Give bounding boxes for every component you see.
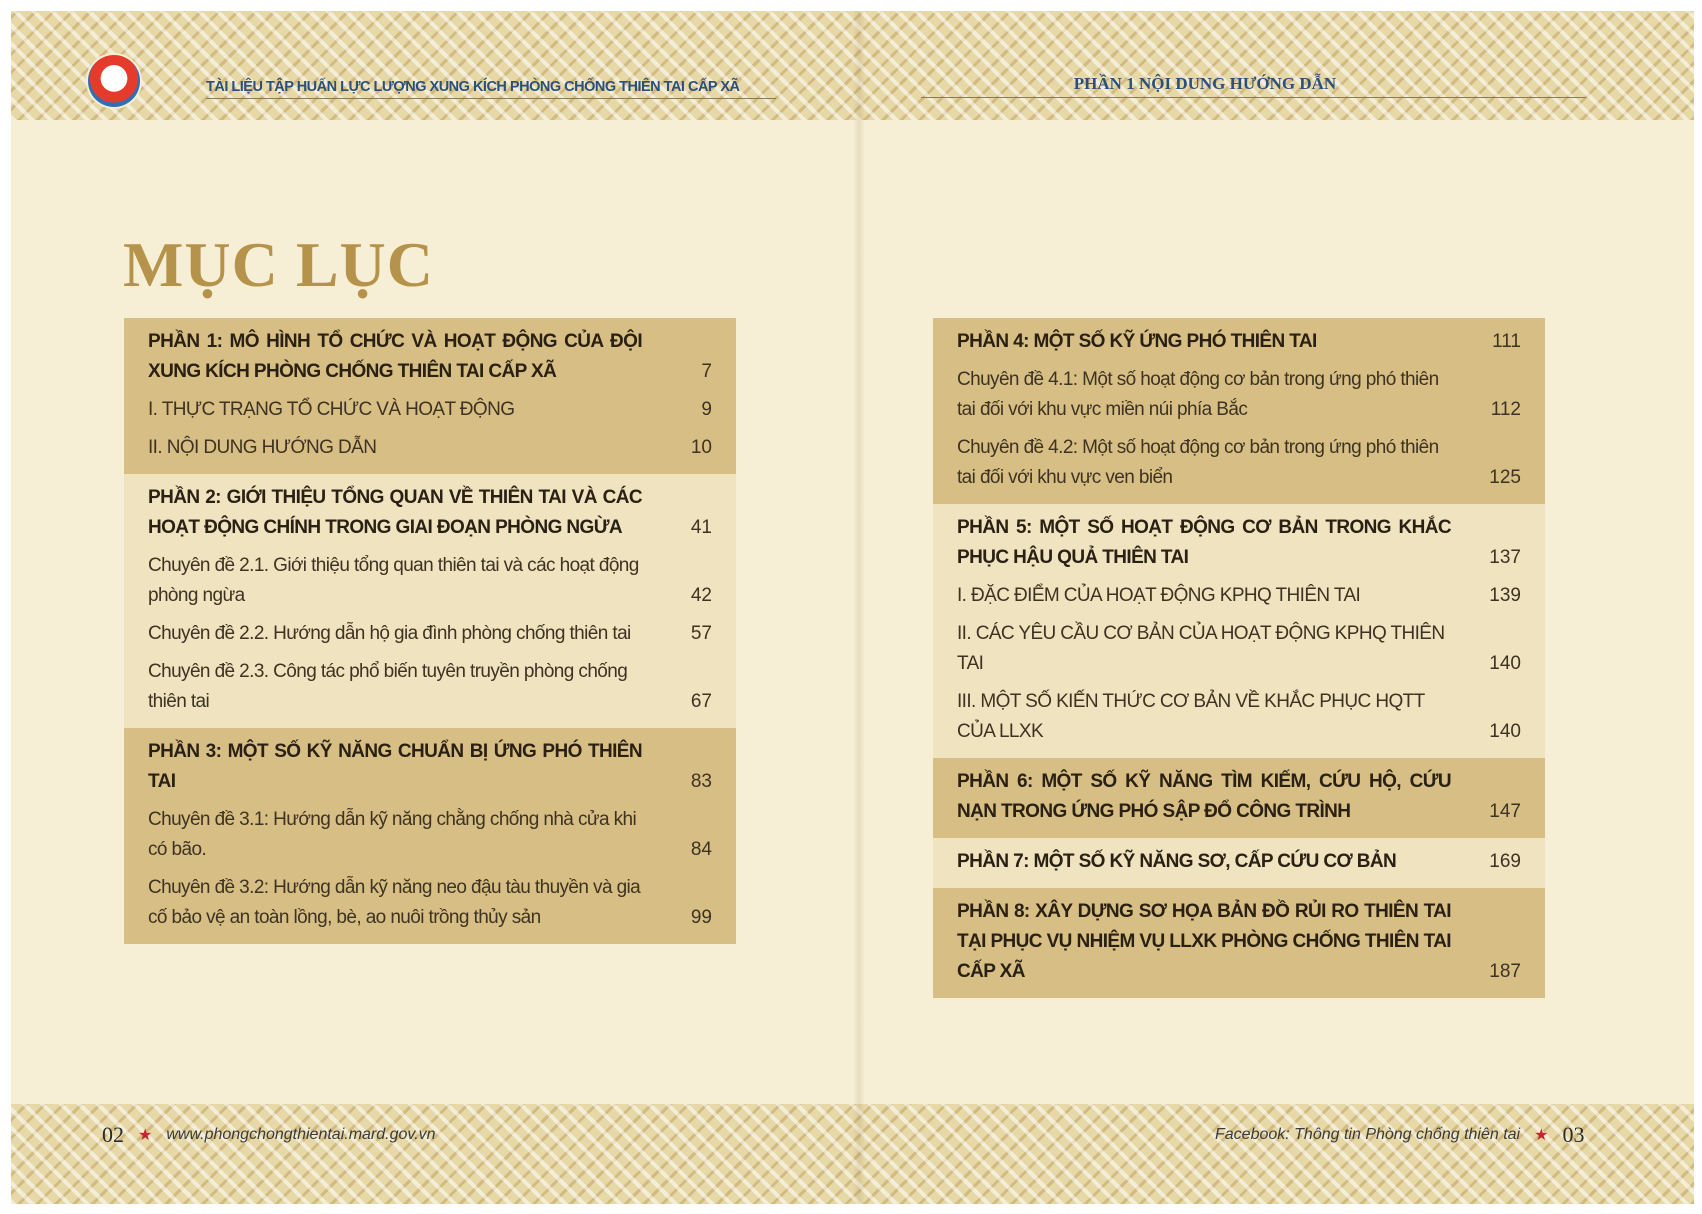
toc-entry-title: PHẦN 7: MỘT SỐ KỸ NĂNG SƠ, CẤP CỨU CƠ BẢN — [957, 851, 1397, 872]
toc-entry-page-number: 67 — [690, 691, 712, 712]
toc-part-entry[interactable] — [124, 322, 736, 390]
star-icon: ★ — [138, 1127, 153, 1144]
toc-entry-title: I. THỰC TRẠNG TỔ CHỨC VÀ HOẠT ĐỘNG — [148, 399, 515, 420]
toc-entry-page-number: 112 — [1490, 399, 1521, 420]
toc-part-entry[interactable] — [933, 322, 1545, 360]
page-gutter — [853, 11, 865, 1204]
toc-entry-page-number: 147 — [1489, 801, 1521, 822]
toc-entry-page-number: 7 — [701, 361, 712, 382]
toc-part-entry[interactable] — [933, 842, 1545, 880]
toc-entry[interactable] — [124, 868, 736, 936]
toc-entry-page-number: 42 — [690, 585, 712, 606]
toc-entry-title: PHẦN 1: MÔ HÌNH TỔ CHỨC VÀ HOẠT ĐỘNG CỦA ĐỘI XUNG KÍCH PHÒNG CHỐNG THIÊN TAI CẤP XÃ — [148, 331, 642, 382]
toc-entry[interactable] — [933, 360, 1545, 428]
toc-entry-title: Chuyên đề 2.3. Công tác phổ biến tuyên truyền phòng chống thiên tai — [148, 661, 628, 712]
ministry-logo-icon — [88, 55, 140, 107]
toc-section — [124, 474, 736, 728]
toc-entry-title: II. NỘI DUNG HƯỚNG DẪN — [148, 437, 377, 458]
toc-entry-title: PHẦN 6: MỘT SỐ KỸ NĂNG TÌM KIẾM, CỨU HỘ, CỨU NẠN TRONG ỨNG PHÓ SẬP ĐỔ CÔNG TRÌNH — [957, 771, 1451, 822]
toc-entry-page-number: 99 — [690, 907, 712, 928]
toc-entry[interactable] — [124, 652, 736, 720]
page-title: MỤC LỤC — [123, 229, 434, 300]
toc-entry-page-number: 111 — [1492, 331, 1521, 352]
page-number-right: 03 — [1562, 1122, 1585, 1147]
toc-entry-title: Chuyên đề 2.2. Hướng dẫn hộ gia đình phòng chống thiên tai — [148, 623, 631, 644]
toc-entry[interactable] — [124, 546, 736, 614]
toc-section — [933, 758, 1545, 838]
website-link[interactable]: www.phongchongthientai.mard.gov.vn — [166, 1126, 436, 1143]
toc-entry-title: Chuyên đề 2.1. Giới thiệu tổng quan thiên tai và các hoạt động phòng ngừa — [148, 555, 639, 606]
toc-entry-page-number: 41 — [690, 517, 712, 538]
page-number-left: 02 — [102, 1122, 124, 1147]
toc-entry-title: PHẦN 3: MỘT SỐ KỸ NĂNG CHUẨN BỊ ỨNG PHÓ THIÊN TAI — [148, 741, 642, 792]
toc-panel-right — [933, 318, 1545, 998]
toc-entry-title: PHẦN 8: XÂY DỰNG SƠ HỌA BẢN ĐỒ RỦI RO THIÊN TAI TẠI PHỤC VỤ NHIỆM VỤ LLXK PHÒNG CHỐNG THIÊN TAI CẤP XÃ — [957, 901, 1451, 982]
toc-panel-left — [124, 318, 736, 944]
toc-entry-page-number: 83 — [690, 771, 712, 792]
toc-part-entry[interactable] — [124, 478, 736, 546]
toc-part-entry[interactable] — [933, 508, 1545, 576]
toc-entry-page-number: 140 — [1489, 721, 1521, 742]
toc-part-entry[interactable] — [933, 762, 1545, 830]
toc-entry-title: PHẦN 5: MỘT SỐ HOẠT ĐỘNG CƠ BẢN TRONG KHẮC PHỤC HẬU QUẢ THIÊN TAI — [957, 517, 1451, 568]
star-icon: ★ — [1534, 1127, 1549, 1144]
toc-part-entry[interactable] — [124, 732, 736, 800]
toc-part-entry[interactable] — [933, 892, 1545, 990]
footer-right — [1215, 1122, 1584, 1148]
toc-entry[interactable] — [124, 428, 736, 466]
toc-entry-title: Chuyên đề 4.1: Một số hoạt động cơ bản trong ứng phó thiên tai đối với khu vực miền núi phía Bắc — [957, 369, 1439, 420]
toc-entry-title: PHẦN 4: MỘT SỐ KỸ ỨNG PHÓ THIÊN TAI — [957, 331, 1317, 352]
toc-entry[interactable] — [933, 682, 1545, 750]
toc-entry-page-number: 10 — [690, 437, 712, 458]
toc-entry-page-number: 139 — [1489, 585, 1521, 606]
toc-entry-title: PHẦN 2: GIỚI THIỆU TỔNG QUAN VỀ THIÊN TAI VÀ CÁC HOẠT ĐỘNG CHÍNH TRONG GIAI ĐOẠN PHÒNG NGỪA — [148, 487, 642, 538]
toc-entry-page-number: 125 — [1489, 467, 1521, 488]
toc-entry-page-number: 84 — [690, 839, 712, 860]
toc-entry-page-number: 57 — [690, 623, 712, 644]
toc-section — [124, 728, 736, 944]
footer-left — [102, 1122, 436, 1148]
running-header-left: TÀI LIỆU TẬP HUẤN LỰC LƯỢNG XUNG KÍCH PHÒNG CHỐNG THIÊN TAI CẤP XÃ — [206, 79, 740, 95]
header-rule-right — [921, 97, 1586, 98]
toc-section — [933, 838, 1545, 888]
running-header-right: PHẦN 1 NỘI DUNG HƯỚNG DẪN — [1073, 74, 1337, 93]
toc-entry-page-number: 169 — [1489, 851, 1521, 872]
toc-entry-title: III. MỘT SỐ KIẾN THỨC CƠ BẢN VỀ KHẮC PHỤC HQTT CỦA LLXK — [957, 691, 1425, 742]
header-rule-left — [206, 98, 776, 99]
facebook-text: Facebook: Thông tin Phòng chống thiên tai — [1215, 1126, 1521, 1143]
toc-entry-title: II. CÁC YÊU CẦU CƠ BẢN CỦA HOẠT ĐỘNG KPHQ THIÊN TAI — [957, 623, 1445, 674]
toc-section — [933, 504, 1545, 758]
toc-entry-title: Chuyên đề 3.2: Hướng dẫn kỹ năng neo đậu tàu thuyền và gia cố bảo vệ an toàn lồng, bè, ao nuôi trồng thủy sản — [148, 877, 641, 928]
toc-entry-page-number: 137 — [1489, 547, 1521, 568]
toc-entry-title: I. ĐẶC ĐIỂM CỦA HOẠT ĐỘNG KPHQ THIÊN TAI — [957, 585, 1361, 606]
toc-entry[interactable] — [124, 614, 736, 652]
toc-entry[interactable] — [933, 614, 1545, 682]
toc-section — [124, 318, 736, 474]
toc-entry[interactable] — [933, 576, 1545, 614]
toc-entry-page-number: 140 — [1489, 653, 1521, 674]
toc-entry[interactable] — [124, 390, 736, 428]
toc-entry[interactable] — [933, 428, 1545, 496]
toc-entry-page-number: 187 — [1489, 961, 1521, 982]
toc-entry-page-number: 9 — [701, 399, 712, 420]
toc-section — [933, 888, 1545, 998]
toc-entry[interactable] — [124, 800, 736, 868]
toc-entry-title: Chuyên đề 4.2: Một số hoạt động cơ bản trong ứng phó thiên tai đối với khu vực ven biển — [957, 437, 1439, 488]
toc-section — [933, 318, 1545, 504]
toc-entry-title: Chuyên đề 3.1: Hướng dẫn kỹ năng chằng chống nhà cửa khi có bão. — [148, 809, 637, 860]
